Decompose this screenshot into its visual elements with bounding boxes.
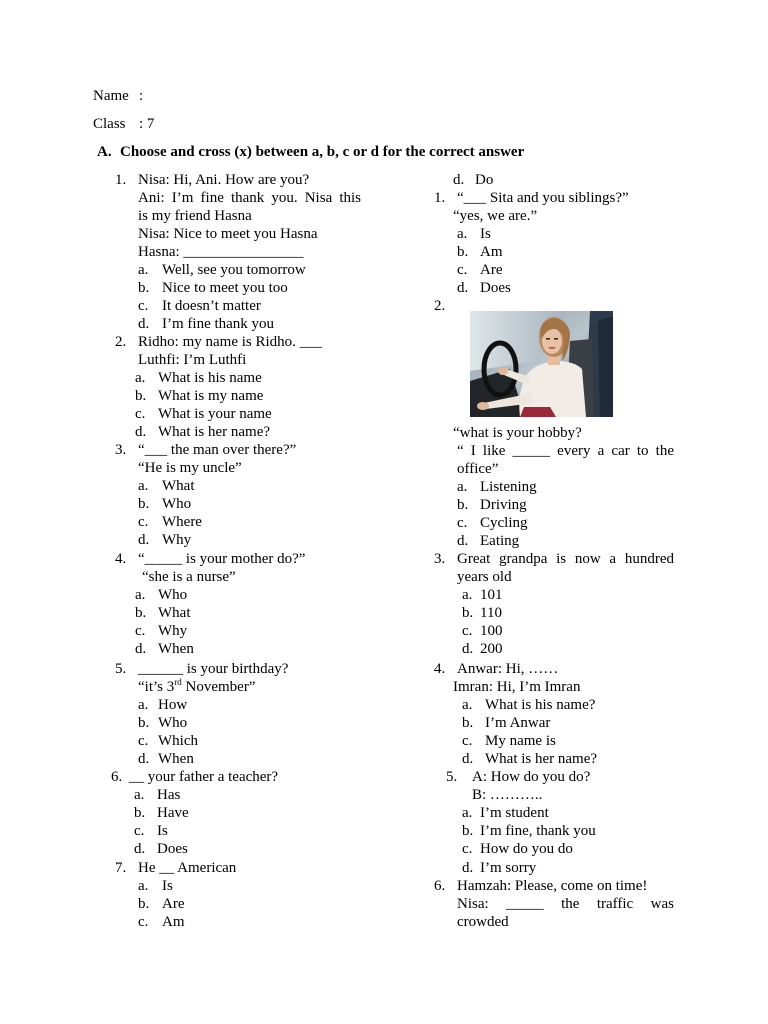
name-label: Name — [93, 88, 129, 104]
question-text: “she is a nurse” — [142, 569, 236, 585]
option-text: Driving — [480, 497, 527, 513]
option-letter: c. — [462, 841, 473, 857]
option-letter: b. — [138, 280, 150, 296]
question-text: Hamzah: Please, come on time! — [457, 878, 648, 894]
option-letter: c. — [138, 514, 149, 530]
question-text: “ I like _____ every a car to the — [457, 443, 674, 459]
question-text: “yes, we are.” — [453, 208, 538, 224]
question-text: Great grandpa is now a hundred — [457, 551, 674, 567]
option-text: Eating — [480, 533, 520, 549]
option-letter: a. — [138, 697, 149, 713]
question-number: 2. — [434, 298, 446, 314]
option-text: 100 — [480, 623, 503, 639]
option-letter: a. — [138, 478, 149, 494]
option-text: Listening — [480, 479, 537, 495]
woman-driving-car-photo — [470, 311, 613, 417]
option-letter: a. — [138, 878, 149, 894]
question-text: A: How do you do? — [472, 769, 591, 785]
question-text: ______ is your birthday? — [138, 661, 289, 677]
option-text: What is her name? — [158, 424, 271, 440]
option-text: What is your name — [158, 406, 272, 422]
option-text: Are — [162, 896, 185, 912]
option-letter: d. — [138, 316, 150, 332]
option-text: Nice to meet you too — [162, 280, 288, 296]
question-text: Imran: Hi, I’m Imran — [453, 679, 581, 695]
option-letter: b. — [462, 605, 474, 621]
question-number: 4. — [115, 551, 127, 567]
question-text: “___ Sita and you siblings?” — [457, 190, 629, 206]
option-letter: d. — [453, 172, 465, 188]
question-text: “_____ is your mother do?” — [138, 551, 306, 567]
option-text: When — [158, 751, 194, 767]
option-text: I’m Anwar — [485, 715, 551, 731]
option-text: Is — [162, 878, 173, 894]
question-text: B: ……….. — [472, 787, 543, 803]
question-text: Ani: I’m fine thank you. Nisa this — [138, 190, 361, 206]
class-label: Class — [93, 116, 126, 132]
option-text: I’m sorry — [480, 860, 537, 876]
option-letter: c. — [134, 823, 145, 839]
question-number: 3. — [115, 442, 127, 458]
question-number: 1. — [434, 190, 446, 206]
option-letter: b. — [462, 823, 474, 839]
option-text: Is — [480, 226, 491, 242]
class-value: : 7 — [139, 116, 155, 132]
question-text-part: “it’s 3 — [138, 679, 175, 695]
question-text: office” — [457, 461, 499, 477]
option-letter: d. — [138, 532, 150, 548]
option-letter: b. — [138, 896, 150, 912]
question-text: “what is your hobby? — [453, 425, 582, 441]
question-text: “He is my uncle” — [138, 460, 242, 476]
option-text: How — [158, 697, 188, 713]
option-letter: d. — [138, 751, 150, 767]
option-text: Which — [158, 733, 198, 749]
option-letter: a. — [457, 479, 468, 495]
option-text: 101 — [480, 587, 503, 603]
option-text: What is her name? — [485, 751, 598, 767]
option-letter: b. — [138, 496, 150, 512]
question-text: __ your father a teacher? — [129, 769, 279, 785]
option-text: It doesn’t matter — [162, 298, 261, 314]
ordinal-suffix: rd — [174, 677, 182, 687]
option-text: Where — [162, 514, 202, 530]
option-text: Why — [158, 623, 188, 639]
option-letter: b. — [134, 805, 146, 821]
option-letter: c. — [135, 623, 146, 639]
option-text: I’m student — [480, 805, 549, 821]
question-number: 6. — [111, 769, 123, 785]
question-text: is my friend Hasna — [138, 208, 252, 224]
option-text: I’m fine thank you — [162, 316, 275, 332]
option-text: What is his name? — [485, 697, 596, 713]
option-text: Why — [162, 532, 192, 548]
option-letter: a. — [462, 587, 473, 603]
option-text: Have — [157, 805, 189, 821]
option-letter: a. — [134, 787, 145, 803]
option-letter: b. — [462, 715, 474, 731]
option-letter: d. — [135, 424, 147, 440]
option-text: Am — [480, 244, 503, 260]
option-letter: d. — [457, 280, 469, 296]
option-text: Who — [158, 715, 188, 731]
option-text: Has — [157, 787, 181, 803]
option-letter: a. — [135, 587, 146, 603]
option-letter: c. — [138, 733, 149, 749]
question-text: Nisa: _____ the traffic was — [457, 896, 674, 912]
section-letter: A. — [97, 144, 112, 160]
option-text: When — [158, 641, 194, 657]
option-text: Who — [158, 587, 188, 603]
question-number: 3. — [434, 551, 446, 567]
option-letter: b. — [138, 715, 150, 731]
question-text: Anwar: Hi, …… — [457, 661, 559, 677]
option-text: Well, see you tomorrow — [162, 262, 306, 278]
option-letter: b. — [457, 244, 469, 260]
option-text: Who — [162, 496, 192, 512]
question-text: Luthfi: I’m Luthfi — [138, 352, 247, 368]
option-text: Is — [157, 823, 168, 839]
option-letter: d. — [462, 751, 474, 767]
question-number: 5. — [446, 769, 458, 785]
option-letter: c. — [457, 515, 468, 531]
option-letter: d. — [462, 860, 474, 876]
option-text: 200 — [480, 641, 503, 657]
question-text: Hasna: ________________ — [138, 244, 304, 260]
option-text: What is my name — [158, 388, 264, 404]
question-text: Nisa: Nice to meet you Hasna — [138, 226, 318, 242]
option-letter: a. — [135, 370, 146, 386]
option-text: How do you do — [480, 841, 573, 857]
question-number: 1. — [115, 172, 127, 188]
option-text: My name is — [485, 733, 556, 749]
option-text: What is his name — [158, 370, 262, 386]
option-letter: d. — [457, 533, 469, 549]
option-letter: d. — [134, 841, 146, 857]
section-instruction: Choose and cross (x) between a, b, c or d for the correct answer — [120, 144, 525, 160]
question-number: 4. — [434, 661, 446, 677]
option-text: Am — [162, 914, 185, 930]
question-text: crowded — [457, 914, 509, 930]
option-letter: c. — [462, 623, 473, 639]
question-text: Nisa: Hi, Ani. How are you? — [138, 172, 310, 188]
option-text: 110 — [480, 605, 502, 621]
option-letter: c. — [138, 914, 149, 930]
option-text: Are — [480, 262, 503, 278]
question-text: He __ American — [138, 860, 237, 876]
option-letter: a. — [462, 697, 473, 713]
option-text: Cycling — [480, 515, 528, 531]
option-text: Do — [475, 172, 494, 188]
option-letter: b. — [135, 605, 147, 621]
option-letter: c. — [462, 733, 473, 749]
option-letter: a. — [138, 262, 149, 278]
name-colon: : — [139, 88, 144, 104]
option-text: What — [162, 478, 195, 494]
option-letter: b. — [135, 388, 147, 404]
question-text: Ridho: my name is Ridho. ___ — [138, 334, 323, 350]
option-letter: a. — [462, 805, 473, 821]
option-text: Does — [480, 280, 511, 296]
option-letter: d. — [135, 641, 147, 657]
question-text: “___ the man over there?” — [138, 442, 297, 458]
question-number: 2. — [115, 334, 127, 350]
question-number: 5. — [115, 661, 127, 677]
option-letter: a. — [457, 226, 468, 242]
option-text: Does — [157, 841, 188, 857]
question-text-part: November” — [181, 679, 256, 695]
option-text: What — [158, 605, 191, 621]
option-letter: b. — [457, 497, 469, 513]
question-number: 6. — [434, 878, 446, 894]
option-letter: c. — [457, 262, 468, 278]
option-letter: c. — [135, 406, 146, 422]
question-number: 7. — [115, 860, 127, 876]
question-text: years old — [457, 569, 512, 585]
option-letter: d. — [462, 641, 474, 657]
question-text — [138, 678, 255, 696]
option-text: I’m fine, thank you — [480, 823, 596, 839]
option-letter: c. — [138, 298, 149, 314]
